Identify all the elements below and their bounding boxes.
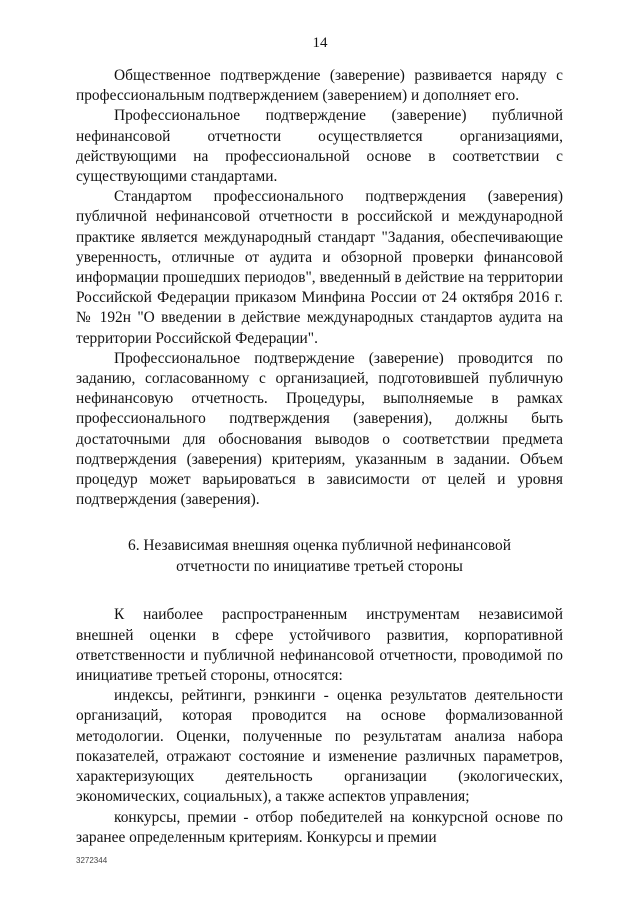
paragraph-public-confirmation: Общественное подтверждение (заверение) развивается наряду с профессиональным подтверждением (заверением) и дополняет его. [76,67,563,105]
section-heading [76,536,563,577]
document-code: 3272344 [76,856,108,865]
document-body [76,66,563,848]
paragraph-external-assessment-tools: К наиболее распространенным инструментам независимой внешней оценки в сфере устойчивого развития, корпоративной ответственности и публичной нефинансовой отчетности, проводимой по инициативе третьей стороны, относятся: [76,606,563,685]
paragraph-confirmation-standard: Стандартом профессионального подтверждения (заверения) публичной нефинансовой отчетности в российской и международной практике является международный стандарт "Задания, обеспечивающие уверенность, отличные от аудита и обзорной проверки финансовой информации прошедших периодов", введенный в действие на территории Российской Федерации приказом Минфина России от 24 октября 2016 г. № 192н "О введении в действие международных стандартов аудита на территории Российской Федерации". [76,188,563,347]
page-number: 14 [312,35,328,51]
paragraph-indexes-ratings: индексы, рейтинги, рэнкинги - оценка результатов деятельности организаций, которая проводится на основе формализованной методологии. Оценки, полученные по результатам анализа набора показателей, отражают состояние и изменение различных параметров, характеризующих деятельность организации (экологических, экономических, социальных), а также аспектов управления; [76,687,563,806]
paragraph-confirmation-procedures: Профессиональное подтверждение (заверение) проводится по заданию, согласованному с организацией, подготовившей публичную нефинансовую отчетность. Процедуры, выполняемые в рамках профессионального подтверждения (заверения), должны быть достаточными для обоснования выводов о соответствии предмета подтверждения (заверения) критериям, указанным в задании. Объем процедур может варьироваться в зависимости от целей и уровня подтверждения (заверения). [76,349,563,509]
paragraph-contests-awards: конкурсы, премии - отбор победителей на конкурсной основе по заранее определенным критериям. Конкурсы и премии [76,808,563,846]
section-heading-line-1: 6. Независимая внешняя оценка публичной нефинансовой [128,537,511,555]
section-heading-line-2: отчетности по инициативе третьей стороны [176,557,463,575]
paragraph-professional-confirmation: Профессиональное подтверждение (заверение) публичной нефинансовой отчетности осуществляется организациями, действующими на профессиональной основе в соответствии с существующими стандартами. [76,107,563,186]
